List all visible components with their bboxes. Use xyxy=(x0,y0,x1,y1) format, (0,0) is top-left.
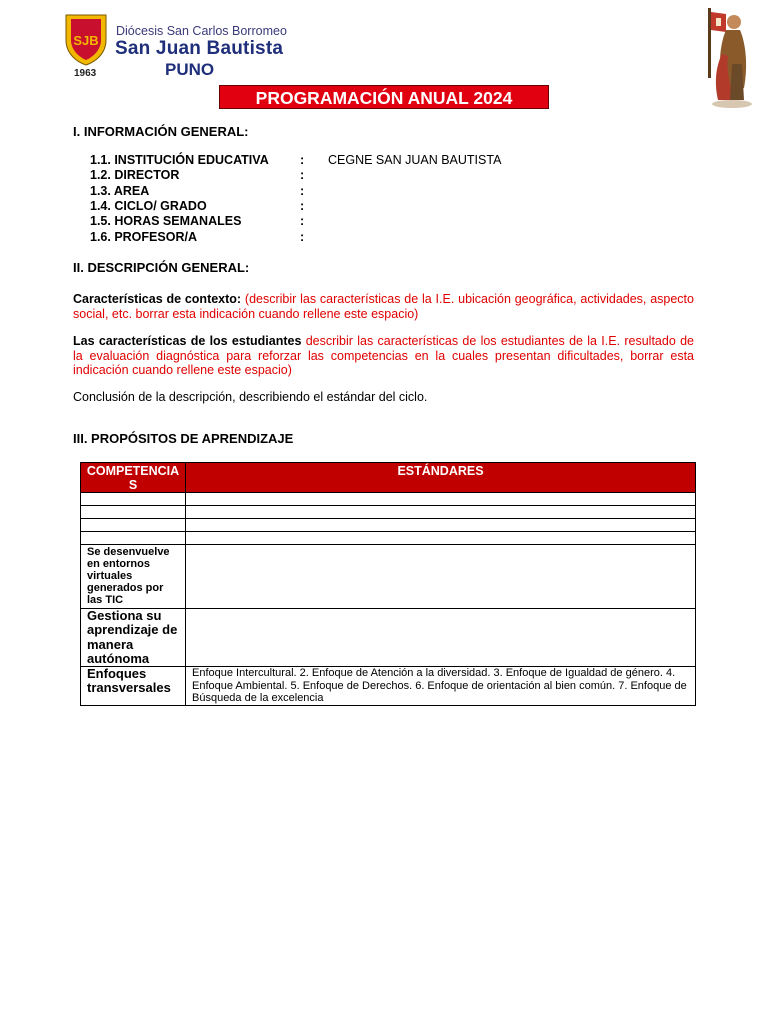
shield-initials: SJB xyxy=(73,33,99,48)
table-cell[interactable] xyxy=(186,493,696,506)
header-competencias-line1: COMPETENCIA xyxy=(86,464,180,478)
info-colon: : xyxy=(300,168,305,183)
header-competencias-line2: S xyxy=(128,478,138,492)
info-label: 1.1. INSTITUCIÓN EDUCATIVA xyxy=(90,153,269,167)
info-colon: : xyxy=(300,229,305,244)
table-cell[interactable] xyxy=(186,609,696,667)
table-cell[interactable] xyxy=(81,493,186,506)
logo-year: 1963 xyxy=(74,68,97,79)
students-label: Las características de los estudiantes xyxy=(73,334,302,348)
table-row xyxy=(81,519,696,532)
info-colon: : xyxy=(300,153,305,167)
context-label: Características de contexto: xyxy=(73,292,242,306)
logo-city: PUNO xyxy=(165,60,215,79)
info-label: 1.6. PROFESOR/A xyxy=(90,229,197,244)
competencia-autonoma-label: Gestiona su aprendizaje de manera autónoma xyxy=(87,608,178,666)
table-cell[interactable] xyxy=(186,519,696,532)
table-cell[interactable] xyxy=(81,532,186,545)
logo-diocese: Diócesis San Carlos Borromeo xyxy=(116,24,287,38)
saint-image xyxy=(696,4,754,110)
conclusion-paragraph: Conclusión de la descripción, describiendo el estándar del ciclo. xyxy=(73,390,428,404)
competencia-autonoma xyxy=(81,609,186,667)
table-cell[interactable] xyxy=(186,506,696,519)
page-title: PROGRAMACIÓN ANUAL 2024 xyxy=(219,85,549,109)
info-colon: : xyxy=(300,183,305,198)
table-row-tic xyxy=(81,545,696,609)
students-instruction: describir las características de los estudiantes de la I.E. resultado de la evaluación diagnóstica para reforzar las competencias en la cuales presentan dificultades, borrar esta indicación cuando rellene este espacio) xyxy=(73,334,694,377)
table-row xyxy=(81,532,696,545)
table-row xyxy=(81,493,696,506)
header-estandares: ESTÁNDARES xyxy=(186,463,696,493)
table-cell[interactable] xyxy=(81,519,186,532)
info-colon: : xyxy=(300,198,305,213)
table-cell[interactable] xyxy=(186,532,696,545)
context-instruction: (describir las características de la I.E. ubicación geográfica, actividades, aspecto social, etc. borrar esta indicación cuando rellene este espacio) xyxy=(73,292,694,321)
section-2-heading: II. DESCRIPCIÓN GENERAL: xyxy=(73,260,250,275)
section-1-heading: I. INFORMACIÓN GENERAL: xyxy=(73,124,249,139)
context-paragraph xyxy=(73,292,694,321)
enfoques-text: Enfoque Intercultural. 2. Enfoque de Atención a la diversidad. 3. Enfoque de Igualdad de género. 4. Enfoque Ambiental. 5. Enfoque de Derechos. 6. Enfoque de orientación al bien común. 7. Enfoque de Búsqueda de la excelencia xyxy=(192,667,687,705)
table-row-enfoques xyxy=(81,667,696,706)
enfoques-label: Enfoques transversales xyxy=(87,666,171,696)
info-list xyxy=(90,153,690,248)
info-label: 1.3. AREA xyxy=(90,183,150,198)
section-3-heading: III. PROPÓSITOS DE APRENDIZAJE xyxy=(73,431,294,446)
enfoques-label-cell xyxy=(81,667,186,706)
competencia-tic-label: Se desenvuelve en entornos virtuales generados por las TIC xyxy=(87,546,170,606)
table-cell[interactable] xyxy=(81,506,186,519)
table-row xyxy=(81,506,696,519)
propositos-table xyxy=(80,462,696,706)
enfoques-text-cell xyxy=(186,667,696,706)
school-logo xyxy=(60,10,310,85)
info-colon: : xyxy=(300,214,305,229)
students-paragraph xyxy=(73,334,694,378)
info-label: 1.5. HORAS SEMANALES xyxy=(90,214,242,229)
info-label: 1.4. CICLO/ GRADO xyxy=(90,198,207,213)
table-cell[interactable] xyxy=(186,545,696,609)
school-shield-icon xyxy=(63,12,109,66)
table-header-row xyxy=(81,463,696,493)
header-competencias xyxy=(81,463,186,493)
logo-school-name: San Juan Bautista xyxy=(115,38,284,59)
info-label: 1.2. DIRECTOR xyxy=(90,168,180,183)
info-value: CEGNE SAN JUAN BAUTISTA xyxy=(328,153,502,167)
competencia-tic xyxy=(81,545,186,609)
table-row-autonoma xyxy=(81,609,696,667)
